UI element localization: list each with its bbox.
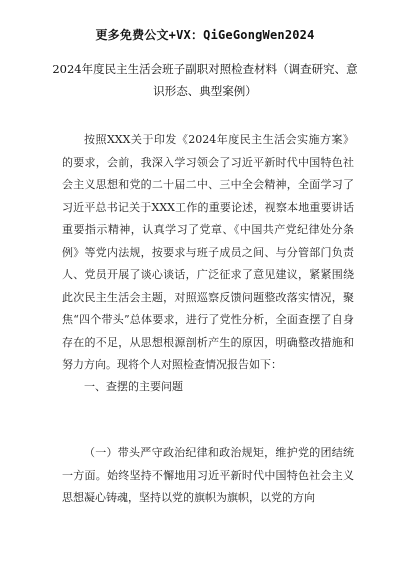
intro-paragraph: 按照XXX关于印发《2024年度民主生活会实施方案》的要求，会前，我深入学习领会了习近平新时代中国特色社会主义思想和党的二十届二中、三中全会精神，全面学习了习近平总书记关于XXX工作的重要论述，视察本地重要讲话重要指示精神，认真学习了党章、《中国共产党纪律处分条例》等党内法规，按要求与班子成员之间、与分管部门负责人、党员开展了谈心谈话，广泛征求了意见建议，紧紧围绕此次民主生活会主题，对照巡察反馈问题整改落实情况，聚焦“四个带头”总体要求，进行了党性分析，全面查摆了自身存在的不足，从思想根源剖析产生的原因，明确整改措施和努力方向。现将个人对照检查情况报告如下： bbox=[62, 133, 354, 371]
header-watermark-text: 更多免费公文+VX：QiGeGongWen2024 bbox=[95, 28, 315, 42]
section-heading: 一、查摆的主要问题 bbox=[84, 380, 183, 393]
document-title: 2024年度民主生活会班子副职对照检查材料（调查研究、意识形态、典型案例） bbox=[52, 62, 358, 98]
section-paragraph: （一）带头严守政治纪律和政治规矩，维护党的团结统一方面。始终坚持不懈地用习近平新时代中国特色社会主义思想凝心铸魂，坚持以党的旗帜为旗帜，以党的方向 bbox=[62, 446, 354, 504]
